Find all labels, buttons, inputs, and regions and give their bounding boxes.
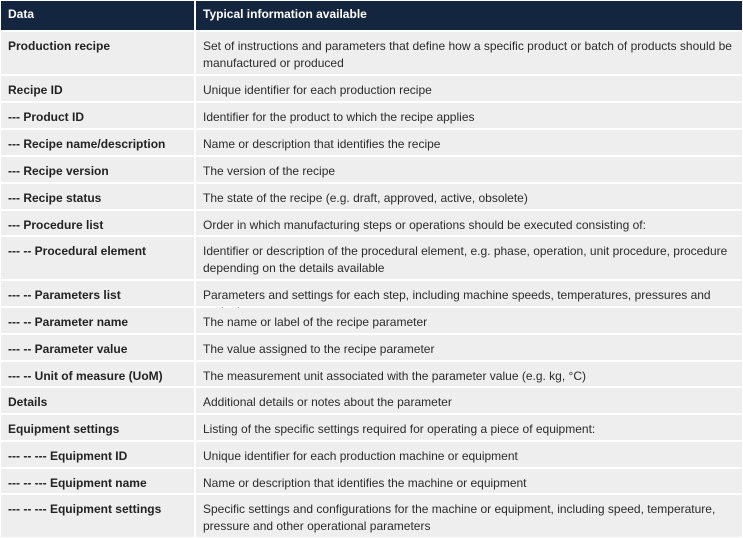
table-row — [1, 211, 742, 235]
row-info-cell: Listing of the specific settings required for operating a piece of equipment: — [196, 415, 742, 440]
row-info-cell: Order in which manufacturing steps or operations should be executed consisting of: — [196, 211, 742, 235]
row-data-cell: Recipe ID — [1, 76, 194, 101]
table-row — [1, 184, 742, 209]
table-row — [1, 157, 742, 182]
row-info-cell: Additional details or notes about the parameter — [196, 388, 742, 413]
row-info-cell: Identifier for the product to which the recipe applies — [196, 103, 742, 128]
row-data-cell: --- -- Unit of measure (UoM) — [1, 362, 194, 386]
row-data-cell: --- -- --- Equipment name — [1, 469, 194, 493]
table-row — [1, 76, 742, 101]
row-info-cell: Name or description that identifies the recipe — [196, 130, 742, 155]
row-data-cell: --- -- Procedural element — [1, 237, 194, 279]
table-row — [1, 237, 742, 279]
row-info-cell: Unique identifier for each production machine or equipment — [196, 442, 742, 467]
recipe-data-table — [1, 1, 742, 537]
table-row — [1, 442, 742, 467]
table-row — [1, 103, 742, 128]
row-data-cell: Equipment settings — [1, 415, 194, 440]
row-info-cell: The state of the recipe (e.g. draft, approved, active, obsolete) — [196, 184, 742, 209]
row-info-cell: Unique identifier for each production recipe — [196, 76, 742, 101]
row-info-cell: Specific settings and configurations for the machine or equipment, including speed, temperature, pressure and other operational parameters — [196, 495, 742, 537]
row-data-cell: --- Recipe status — [1, 184, 194, 209]
row-data-cell: --- Recipe name/description — [1, 130, 194, 155]
table-row — [1, 362, 742, 386]
table-header-row — [1, 1, 742, 30]
row-data-cell: --- -- Parameter value — [1, 335, 194, 360]
row-data-cell: --- -- --- Equipment settings — [1, 495, 194, 537]
table-row — [1, 308, 742, 333]
row-info-cell: The name or label of the recipe parameter — [196, 308, 742, 333]
table-row — [1, 130, 742, 155]
row-info-cell: Parameters and settings for each step, including machine speeds, temperatures, pressures and — [196, 281, 742, 306]
row-data-cell: --- -- --- Equipment ID — [1, 442, 194, 467]
row-info-cell: The version of the recipe — [196, 157, 742, 182]
row-data-cell: --- Product ID — [1, 103, 194, 128]
table-row — [1, 469, 742, 493]
table-row — [1, 495, 742, 537]
row-info-cell: Identifier or description of the procedural element, e.g. phase, operation, unit procedure, procedure depending on the details available — [196, 237, 742, 279]
row-data-cell: --- -- Parameter name — [1, 308, 194, 333]
row-data-cell: --- -- Parameters list — [1, 281, 194, 306]
header-info: Typical information available — [196, 1, 742, 30]
row-data-cell: Details — [1, 388, 194, 413]
header-data: Data — [1, 1, 194, 30]
table-row — [1, 335, 742, 360]
row-info-cell: The measurement unit associated with the parameter value (e.g. kg, °C) — [196, 362, 742, 386]
table-row — [1, 415, 742, 440]
table-row — [1, 281, 742, 306]
row-data-cell: Production recipe — [1, 32, 194, 74]
table-row — [1, 388, 742, 413]
table-row — [1, 32, 742, 74]
row-data-cell: --- Procedure list — [1, 211, 194, 235]
row-info-cell: Set of instructions and parameters that define how a specific product or batch of products should be manufactured or produced — [196, 32, 742, 74]
row-data-cell: --- Recipe version — [1, 157, 194, 182]
row-info-cell: Name or description that identifies the machine or equipment — [196, 469, 742, 493]
row-info-cell: The value assigned to the recipe parameter — [196, 335, 742, 360]
